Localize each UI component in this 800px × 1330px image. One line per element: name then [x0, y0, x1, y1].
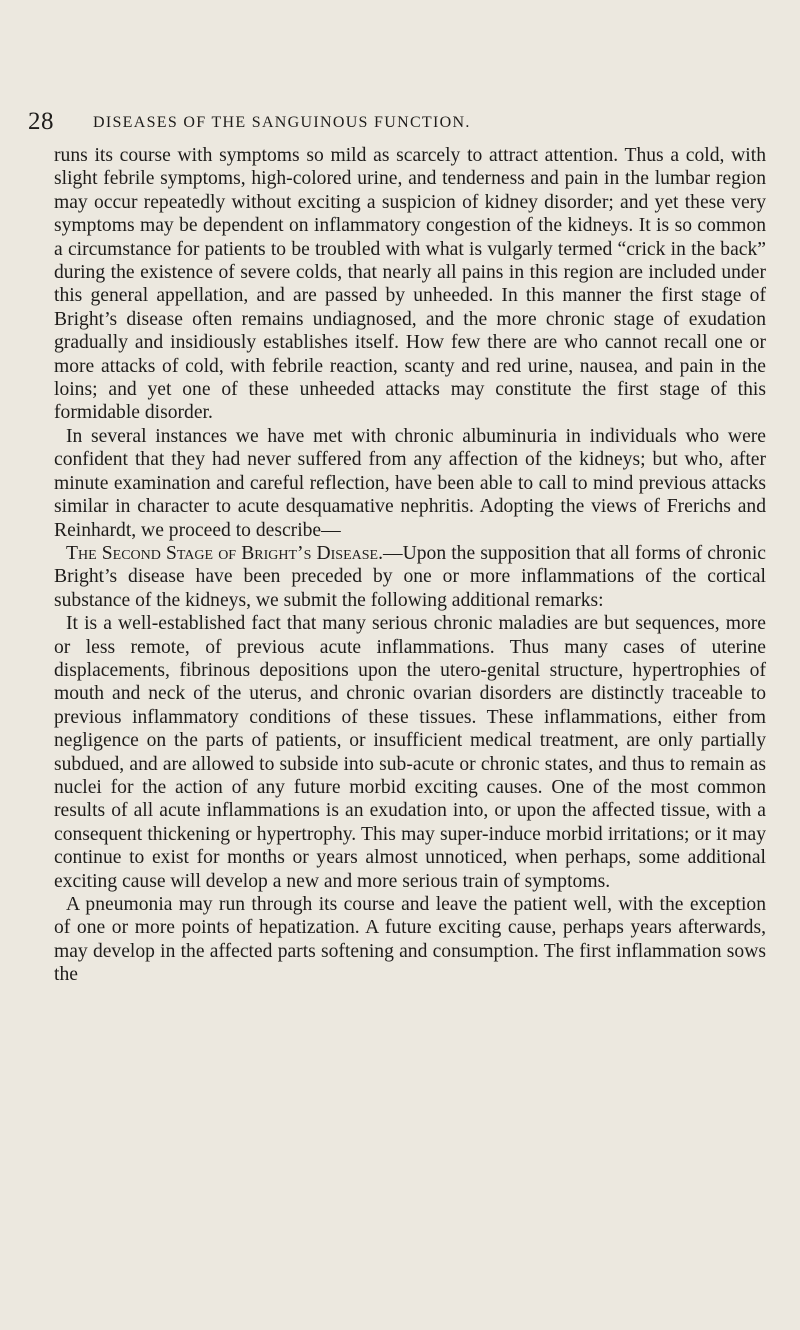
body-text — [54, 144, 766, 987]
paragraph-2: In several instances we have met with chronic albuminuria in individuals who were confident that they had never suffered from any affection of the kidneys; but who, after minute examination and careful reflection, have been able to call to mind previous attacks similar in character to acute desquamative nephritis. Adopting the views of Frerichs and Reinhardt, we proceed to describe— — [54, 425, 766, 541]
paragraph-4: It is a well-established fact that many serious chronic maladies are but sequences, more or less remote, of previous acute inflammations. Thus many cases of uterine displacements, fibrinous depositions upon the utero-genital structure, hypertrophies of mouth and neck of the uterus, and chronic ovarian disorders are distinctly traceable to previous inflammatory conditions of these tissues. These inflammations, either from negligence on the parts of patients, or insufficient medical treatment, are only partially subdued, and are allowed to subside into sub-acute or chronic states, and thus to remain as nuclei for the action of any future morbid exciting causes. One of the most common results of all acute inflammations is an exudation into, or upon the affected tissue, with a consequent thickening or hypertrophy. This may super-induce morbid irritations; or it may continue to exist for months or years almost unnoticed, when perhaps, some additional exciting cause will develop a new and more serious train of symptoms. — [54, 613, 766, 892]
page-header — [28, 108, 760, 138]
page-number: 28 — [28, 108, 54, 135]
paragraph-1: runs its course with symptoms so mild as scarcely to attract attention. Thus a cold, with slight febrile symptoms, high-colored urine, and tenderness and pain in the lumbar region may occur repeatedly without exciting a suspicion of kidney disorder; and yet these very symptoms may be dependent on inflammatory congestion of the kidneys. It is so common a circumstance for patients to be troubled with what is vulgarly termed “crick in the back” during the existence of severe colds, that nearly all pains in this region are included under this general appellation, and are passed by unheeded. In this manner the first stage of Bright’s disease often remains undiagnosed, and the more chronic stage of exudation gradually and insidiously establishes itself. How few there are who cannot recall one or more attacks of cold, with febrile reaction, scanty and red urine, nausea, and pain in the loins; and yet one of these unheeded attacks may constitute the first stage of this formidable disorder. — [54, 145, 766, 424]
running-title: DISEASES OF THE SANGUINOUS FUNCTION. — [93, 114, 471, 131]
paragraph-3 — [54, 542, 766, 612]
paragraph-3-text: —Upon the supposition that all forms of chronic Bright’s disease have been preceded by one or more inflammations of the cortical substance of the kidneys, we submit the following additional remarks: — [54, 542, 766, 611]
paragraph-5: A pneumonia may run through its course and leave the patient well, with the exception of one or more points of hepatization. A future exciting cause, perhaps years afterwards, may develop in the affected parts softening and consumption. The first inflammation sows the — [54, 894, 766, 986]
section-heading: The Second Stage of Bright’s Disease. — [66, 542, 383, 564]
